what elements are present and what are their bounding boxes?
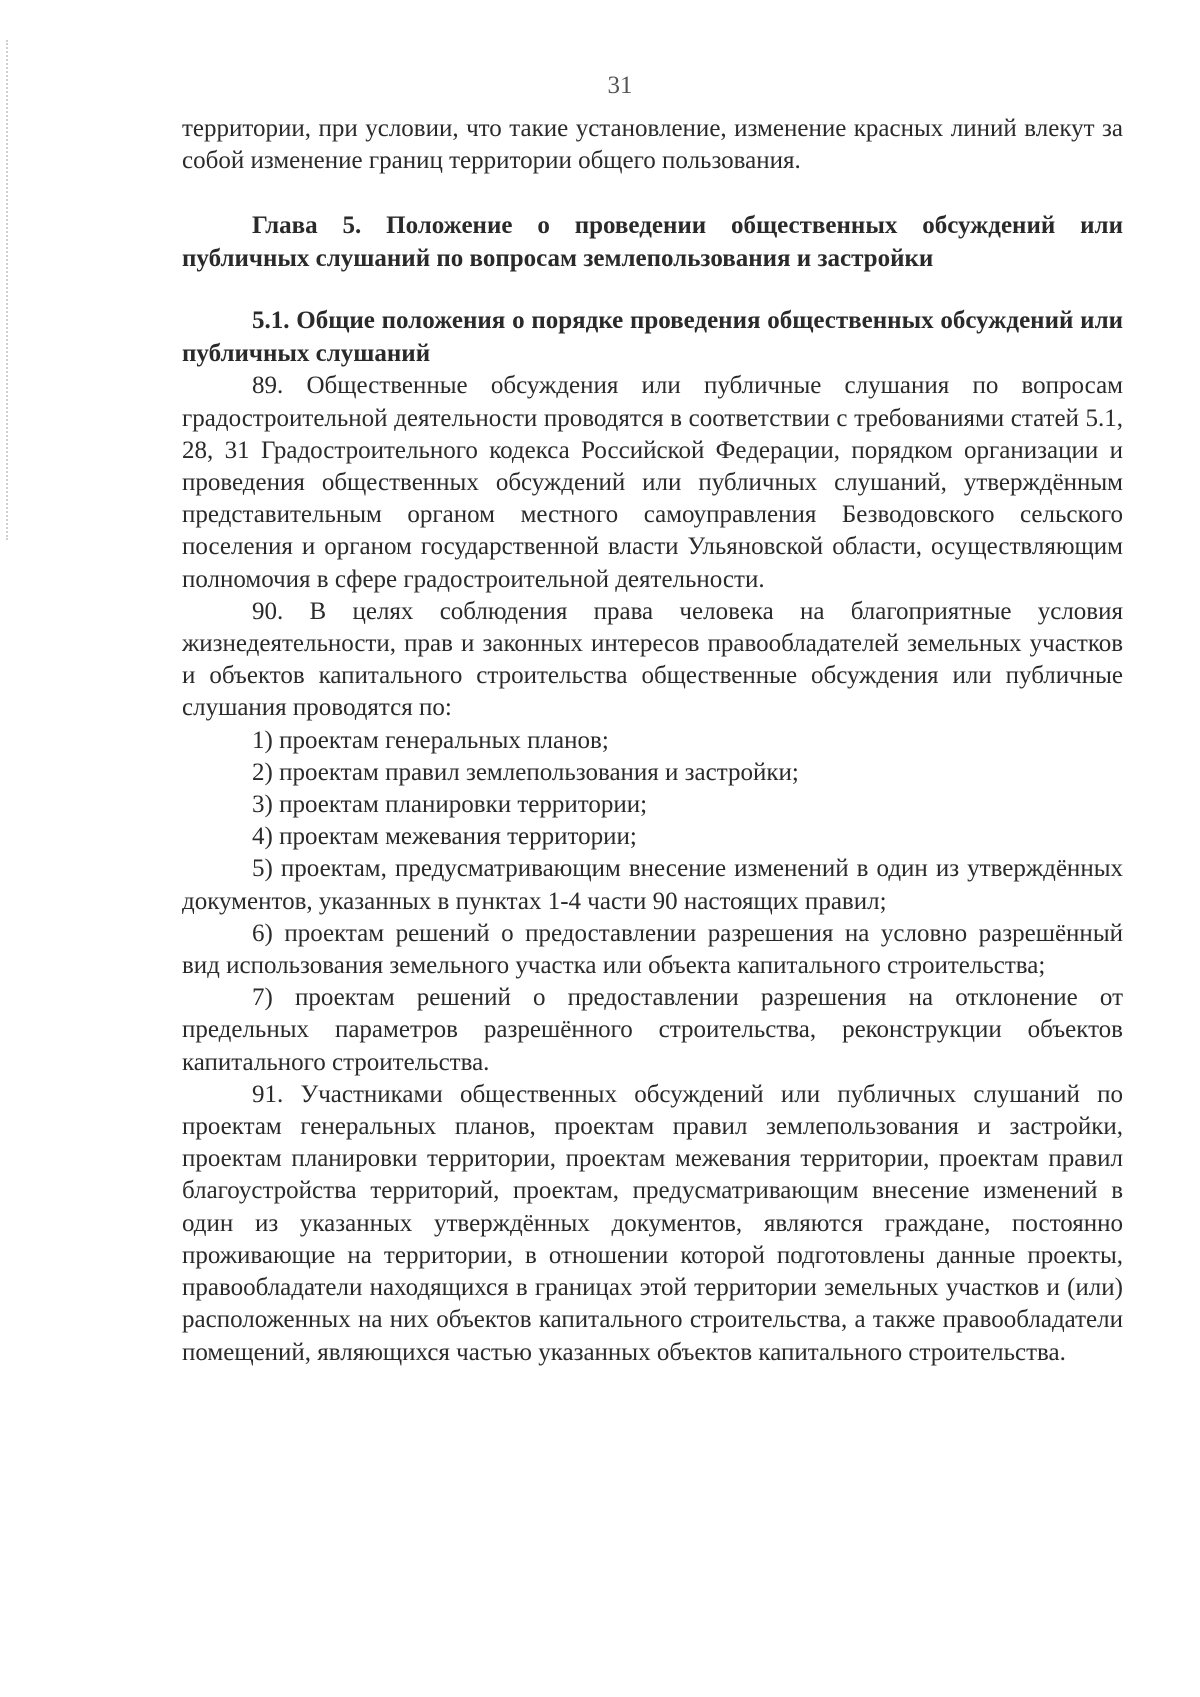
list-item: 5) проектам, предусматривающим внесение изменений в один из утверждённых документов, указанных в пунктах 1-4 части 90 настоящих правил; <box>182 855 1123 915</box>
document-body <box>182 113 1123 1369</box>
list-item: 4) проектам межевания территории; <box>252 823 637 851</box>
paragraph-91: 91. Участниками общественных обсуждений или публичных слушаний по проектам генеральных планов, проектам правил землепользования и застройки, проектам планировки территории, проектам межевания территории, проектам правил благоустройства территорий, проектам, предусматривающим внесение изменений в один из указанных утверждённых документов, являются граждане, постоянно проживающие на территории, в отношении которой подготовлены данные проекты, правообладатели находящихся в границах этой территории земельных участков и (или) расположенных на них объектов капитального строительства, а также правообладатели помещений, являющихся частью указанных объектов капитального строительства. <box>182 1080 1123 1366</box>
list-item: 7) проектам решений о предоставлении разрешения на отклонение от предельных параметров разрешённого строительства, реконструкции объектов капитального строительства. <box>182 984 1123 1076</box>
list-item: 2) проектам правил землепользования и застройки; <box>252 758 799 786</box>
paragraph-89: 89. Общественные обсуждения или публичные слушания по вопросам градостроительной деятельности проводятся в соответствии с требованиями статей 5.1, 28, 31 Градостроительного кодекса Российской Федерации, порядком организации и проведения общественных обсуждений или публичных слушаний, утверждённым представительным органом местного самоуправления Безводовского сельского поселения и органом государственной власти Ульяновской области, осуществляющим полномочия в сфере градостроительной деятельности. <box>182 372 1123 593</box>
chapter-heading: Глава 5. Положение о проведении общественных обсуждений или публичных слушаний по вопросам землепользования и застройки <box>182 212 1123 272</box>
section-heading: 5.1. Общие положения о порядке проведения общественных обсуждений или публичных слушаний <box>182 307 1123 367</box>
list-item: 1) проектам генеральных планов; <box>252 726 609 754</box>
continuation-paragraph: территории, при условии, что такие установление, изменение красных линий влекут за собой изменение границ территории общего пользования. <box>182 115 1123 175</box>
scan-edge-artifact <box>6 40 10 540</box>
page-number: 31 <box>607 72 633 99</box>
list-item: 6) проектам решений о предоставлении разрешения на условно разрешённый вид использования земельного участка или объекта капитального строительства; <box>182 919 1123 980</box>
list-item: 3) проектам планировки территории; <box>252 791 648 819</box>
paragraph-90: 90. В целях соблюдения права человека на благоприятные условия жизнедеятельности, прав и законных интересов правообладателей земельных участков и объектов капитального строительства общественные обсуждения или публичные слушания проводятся по: <box>182 597 1123 722</box>
